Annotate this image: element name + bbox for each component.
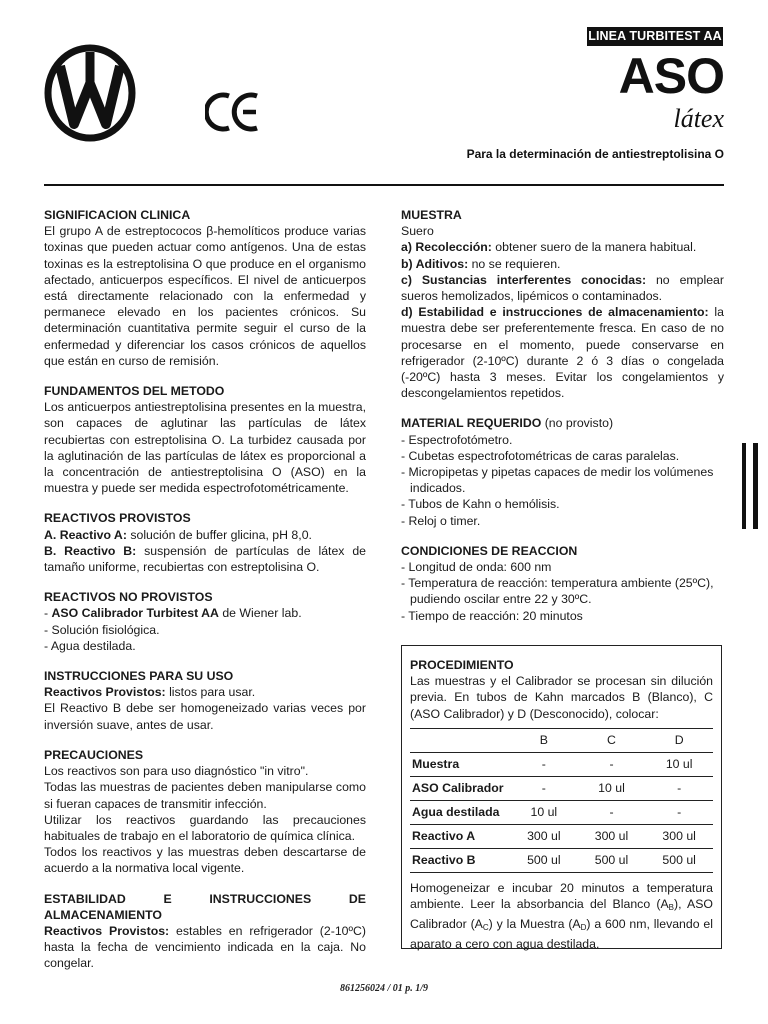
table-cell: - — [510, 776, 578, 800]
list-item: - Longitud de onda: 600 nm — [401, 560, 552, 575]
outro-text: Homogeneizar e incubar 20 minutos a temperatura ambiente. Leer la absorbancia del Blanco (A — [410, 880, 713, 912]
procedimiento-table — [410, 728, 713, 873]
item-text: no se requieren. — [468, 256, 561, 271]
muestra-c — [401, 272, 724, 304]
reactivo-a-label: A. Reactivo A: — [44, 527, 127, 542]
table-cell: 10 ul — [510, 800, 578, 824]
section-text: Los anticuerpos antiestreptolisina presentes en la muestra, son capaces de aglutinar las partículas de látex recubiertas con estreptolisina O. La turbidez causada por la aglutinación de las partículas de látex es proporcional a la concentración de antiestreptolisina O (ASO) en la muestra y puede ser medida espectrofotométricamente. — [44, 400, 366, 496]
instrucciones-label: Reactivos Provistos: — [44, 685, 166, 700]
table-row — [410, 824, 713, 848]
list-item: - Micropipetas y pipetas capaces de medir los volúmenes indicados. — [401, 465, 714, 496]
section-title-line — [401, 415, 724, 431]
wiener-lab-logo — [44, 44, 136, 142]
section-title: INSTRUCCIONES PARA SU USO — [44, 669, 234, 684]
table-header: B — [510, 728, 578, 752]
item-text: obtener suero de la manera habitual. — [491, 240, 697, 255]
instrucciones-line — [44, 684, 366, 700]
table-cell: - — [578, 752, 646, 776]
item-label: b) Aditivos: — [401, 256, 469, 271]
section-title: PROCEDIMIENTO — [410, 658, 514, 672]
table-cell: 10 ul — [578, 776, 646, 800]
table-cell: 300 ul — [578, 824, 646, 848]
section-reactivos-no-provistos — [44, 589, 366, 654]
left-column — [44, 207, 366, 986]
table-header: C — [578, 728, 646, 752]
ce-mark-icon — [205, 90, 263, 134]
procedimiento-intro: Las muestras y el Calibrador se procesan sin dilución previa. En tubos de Kahn marcados B (Blanco), C (ASO Calibrador) y D (Desconocido), colocar: — [410, 674, 713, 721]
reactivo-a — [44, 527, 366, 543]
table-cell: - — [645, 776, 713, 800]
section-title: MATERIAL REQUERIDO — [401, 416, 542, 431]
table-row — [410, 776, 713, 800]
list-bullet: - — [44, 606, 52, 621]
item-label: c) Sustancias interferentes conocidas: — [401, 272, 647, 287]
section-title-note: (no provisto) — [541, 416, 614, 431]
section-title: SIGNIFICACION CLINICA — [44, 208, 191, 222]
list-item: - Agua destilada. — [44, 638, 136, 653]
table-header: D — [645, 728, 713, 752]
section-estabilidad — [44, 891, 366, 972]
row-label: Muestra — [410, 752, 510, 776]
estabilidad-text — [44, 923, 366, 972]
item-label: d) Estabilidad e instrucciones de almacenamiento: — [401, 305, 709, 320]
reactivo-b — [44, 543, 366, 575]
section-material — [401, 415, 724, 528]
item-label: a) Recolección: — [401, 240, 492, 255]
subscript: D — [580, 923, 587, 933]
product-purpose: Para la determinación de antiestreptolisina O — [466, 147, 724, 161]
outro-text: ), ASO Calibrador (A — [410, 897, 713, 932]
reactivo-b-label: B. Reactivo B: — [44, 543, 137, 558]
outro-text: ) a 600 nm, llevando el aparato a cero con agua destilada. — [410, 917, 713, 952]
section-title: REACTIVOS NO PROVISTOS — [44, 590, 213, 605]
table-header-row — [410, 728, 713, 752]
header-divider — [44, 184, 724, 186]
list-item — [44, 605, 366, 621]
list-item: - Tiempo de reacción: 20 minutos — [401, 608, 583, 623]
muestra-d — [401, 304, 724, 401]
paragraph: Todos los reactivos y las muestras deben descartarse de acuerdo a la normativa local vigente. — [44, 845, 366, 876]
row-label: ASO Calibrador — [410, 776, 510, 800]
calibrador-text: de Wiener lab. — [218, 606, 302, 621]
table-cell: 500 ul — [645, 848, 713, 872]
section-title: FUNDAMENTOS DEL METODO — [44, 384, 225, 399]
list-item: - Espectrofotómetro. — [401, 432, 513, 447]
section-reactivos-provistos — [44, 510, 366, 575]
estabilidad-label: Reactivos Provistos: — [44, 923, 170, 938]
paragraph: Utilizar los reactivos guardando las precauciones habituales de trabajo en el laboratorio de química clínica. — [44, 812, 366, 843]
section-muestra — [401, 207, 724, 401]
muestra-sub: Suero — [401, 224, 434, 239]
row-label: Reactivo A — [410, 824, 510, 848]
section-title: MUESTRA — [401, 208, 462, 222]
section-significacion — [44, 207, 366, 369]
section-title: PRECAUCIONES — [44, 747, 144, 762]
procedimiento-outro — [410, 880, 713, 953]
table-cell: 300 ul — [645, 824, 713, 848]
subscript: C — [482, 923, 489, 933]
table-cell: 500 ul — [510, 848, 578, 872]
instrucciones-label-text: listos para usar. — [165, 685, 256, 700]
muestra-a — [401, 239, 724, 255]
table-row — [410, 752, 713, 776]
item-text: no emplear sueros hemolizados, lipémicos o contaminados. — [401, 272, 724, 304]
section-title: CONDICIONES DE REACCION — [401, 543, 578, 558]
reactivo-b-text: suspensión de partículas de látex de tamaño uniforme, recubiertas con estreptolisina O. — [44, 543, 366, 575]
list-item: - Temperatura de reacción: temperatura ambiente (25ºC), pudiendo oscilar entre 22 y 30ºC. — [401, 576, 714, 607]
list-item: - Tubos de Kahn o hemólisis. — [401, 497, 560, 512]
table-cell: 500 ul — [578, 848, 646, 872]
calibrador-name: ASO Calibrador Turbitest AA — [51, 606, 219, 621]
list-item: - Reloj o timer. — [401, 513, 481, 528]
table-row — [410, 800, 713, 824]
estabilidad-body: estables en refrigerador (2-10ºC) hasta la fecha de vencimiento indicada en la caja. No congelar. — [44, 923, 366, 971]
product-name: ASO — [618, 48, 724, 104]
item-text: la muestra debe ser preferentemente fresca. En caso de no procesarse en el momento, puede conservarse en refrigerador (2-10ºC) durante 2 ó 3 días o congelada (-20ºC) hasta 3 meses. Evitar los congelamientos y descongelamientos repetidos. — [401, 305, 724, 401]
outro-text: ) y la Muestra (A — [488, 917, 581, 932]
section-title: REACTIVOS PROVISTOS — [44, 511, 191, 526]
paragraph: Los reactivos son para uso diagnóstico "in vitro". — [44, 764, 309, 779]
table-cell: 10 ul — [645, 752, 713, 776]
language-marker-bars — [742, 443, 758, 529]
procedimiento-box — [401, 645, 722, 952]
list-item: - Cubetas espectrofotométricas de caras paralelas. — [401, 448, 680, 463]
paragraph: Todas las muestras de pacientes deben manipularse como si fueran capaces de transmitir infección. — [44, 780, 366, 811]
table-row — [410, 848, 713, 872]
table-cell: - — [578, 800, 646, 824]
product-subtitle: látex — [673, 104, 724, 133]
table-header — [410, 728, 510, 752]
subscript: B — [668, 903, 674, 913]
section-condiciones — [401, 543, 724, 624]
page-footer: 861256024 / 01 p. 1/9 — [339, 983, 429, 994]
section-precauciones — [44, 747, 366, 877]
section-text: El Reactivo B debe ser homogeneizado varias veces por inversión suave, antes de usar. — [44, 701, 366, 732]
section-fundamentos — [44, 383, 366, 496]
table-cell: 300 ul — [510, 824, 578, 848]
row-label: Agua destilada — [410, 800, 510, 824]
reactivo-a-text: solución de buffer glicina, pH 8,0. — [126, 527, 312, 542]
section-title: ESTABILIDAD E INSTRUCCIONES DE ALMACENAMIENTO — [44, 891, 366, 922]
table-cell: - — [510, 752, 578, 776]
muestra-b — [401, 256, 724, 272]
row-label: Reactivo B — [410, 848, 510, 872]
right-column — [401, 207, 724, 638]
table-cell: - — [645, 800, 713, 824]
product-line-badge: LINEA TURBITEST AA — [587, 27, 723, 46]
section-text: El grupo A de estreptococos β-hemolíticos produce varias toxinas que pueden actuar como antígenos. Una de estas toxinas es la estreptolisina O que produce en el organismo afectado, anticuerpos específicos. El nivel de anticuerpos está directamente relacionado con la enfermedad y permanece elevado en los pacientes crónicos. Su determinación cuantitativa permite seguir el curso de la enfermedad y diferenciar los casos crónicos de aquellos que están en curso de remisión. — [44, 224, 366, 368]
list-item: - Solución fisiológica. — [44, 622, 160, 637]
section-instrucciones — [44, 668, 366, 733]
